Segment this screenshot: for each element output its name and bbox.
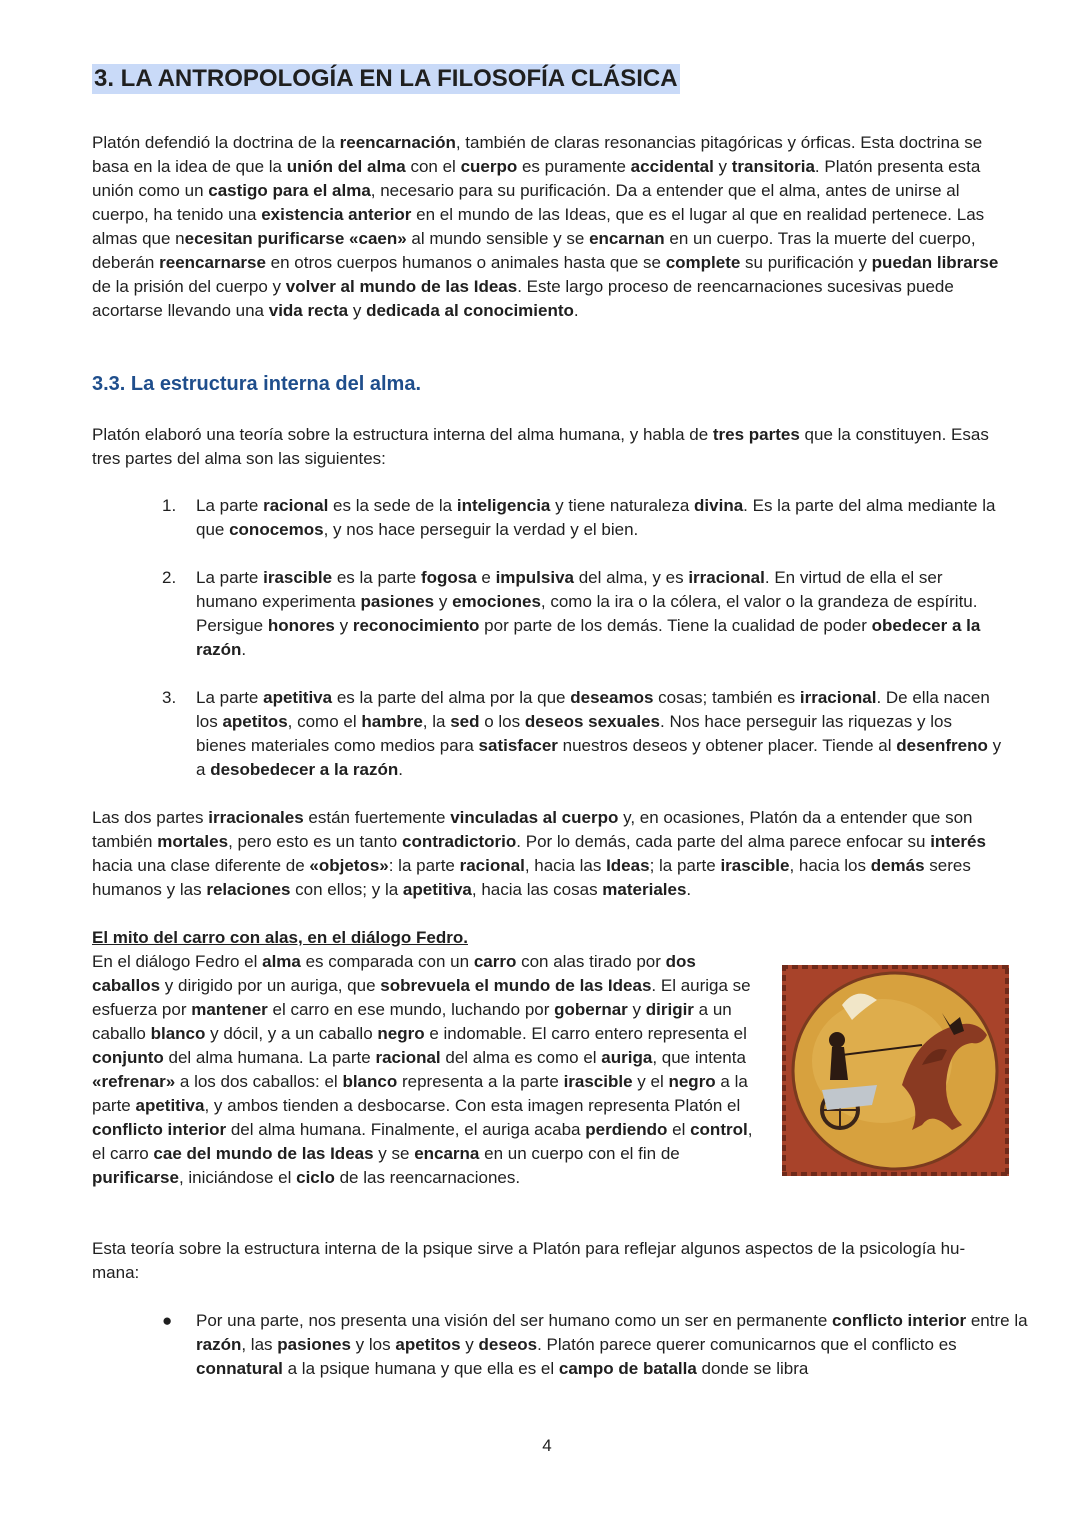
list-item-text: La parte irascible es la parte fogosa e impulsiva del alma, y es irracional. En virtud de ella el ser humano experimenta pasiones y emociones, como la ira o la cólera, el valor o la grandeza de espíritu. Persigue honores y reconocimiento por parte de los demás. Tiene la cualidad de poder obedecer a la razón. (196, 568, 981, 659)
myth-title: El mito del carro con alas, en el diálogo Fedro. (92, 928, 468, 947)
list-item (162, 566, 1002, 662)
paragraph-line: mana: (92, 1263, 140, 1282)
paragraph-soul-parts-intro: Platón elaboró una teoría sobre la estructura interna del alma humana, y habla de tres partes que la constituyen. Esas tres partes del alma son las siguientes: (92, 425, 989, 468)
list-number: 3. (162, 688, 177, 707)
paragraph-line: Esta teoría sobre la estructura interna de la psique sirve a Platón para reflejar algunos aspectos de la psicología hu- (92, 1239, 966, 1258)
chariot-vase-image (782, 965, 1009, 1176)
subsection-heading: 3.3. La estructura interna del alma. (92, 373, 422, 395)
list-item (162, 494, 1002, 542)
paragraph-psychology (92, 1237, 1002, 1285)
list-number: 2. (162, 568, 177, 587)
bullet-item (162, 1309, 1036, 1381)
myth-paragraph: En el diálogo Fedro el alma es comparada con un carro con alas tirado por dos caballos y dirigido por un auriga, que sobrevuela el mundo de las Ideas. El auriga se esfuerza por mantener el carro en ese mundo, luchando por gobernar y dirigir a un caballo blanco y dócil, y a un caballo negro e indomable. El carro entero representa el conjunto del alma humana. La parte racional del alma es como el auriga, que intenta «refrenar» a los dos caballos: el blanco representa a la parte irascible y el negro a la parte apetitiva, y ambos tienden a desbocarse. Con esta imagen representa Platón el conflicto interior del alma humana. Finalmente, el auriga acaba perdiendo el control, el carro cae del mundo de las Ideas y se encarna en un cuerpo con el fin de purificarse, iniciándose el ciclo de las reencarnaciones. (92, 952, 753, 1187)
list-item-text: La parte racional es la sede de la inteligencia y tiene naturaleza divina. Es la parte del alma mediante la que conocemos, y nos hace perseguir la verdad y el bien. (196, 496, 996, 539)
paragraph-reincarnation: Platón defendió la doctrina de la reencarnación, también de claras resonancias pitagóricas y órficas. Esta doctrina se basa en la idea de que la unión del alma con el cuerpo es puramente accidental y transitoria. Platón presenta esta unión como un castigo para el alma, necesario para su purificación. Da a entender que el alma, antes de unirse al cuerpo, ha tenido una existencia anterior en el mundo de las Ideas, que es el lugar al que en realidad pertenece. Las almas que necesitan purificarse «caen» al mundo sensible y se encarnan en un cuerpo. Tras la muerte del cuerpo, deberán reencarnarse en otros cuerpos humanos o animales hasta que se complete su purificación y puedan librarse de la prisión del cuerpo y volver al mundo de las Ideas. Este largo proceso de reencarnaciones sucesivas puede acortarse llevando una vida recta y dedicada al conocimiento. (92, 133, 999, 320)
myth-section (92, 926, 762, 1190)
bullet-icon: ● (162, 1311, 173, 1330)
list-number: 1. (162, 496, 177, 515)
bullet-text: Por una parte, nos presenta una visión del ser humano como un ser en permanente conflicto interior entre la razón, las pasiones y los apetitos y deseos. Platón parece querer comunicarnos que el conflicto es connatural a la psique humana y que ella es el campo de batalla donde se libra (196, 1311, 1028, 1378)
section-heading: 3. LA ANTROPOLOGÍA EN LA FILOSOFÍA CLÁSICA (94, 65, 678, 92)
page-number: 4 (542, 1436, 552, 1455)
list-item-text: La parte apetitiva es la parte del alma por la que deseamos cosas; también es irracional. De ella nacen los apetitos, como el hambre, la sed o los deseos sexuales. Nos hace perseguir las riquezas y los bienes materiales como medios para satisfacer nuestros deseos y obtener placer. Tiende al desenfreno y a desobedecer a la razón. (196, 688, 1002, 779)
list-item (162, 686, 1002, 782)
paragraph-irrational-parts: Las dos partes irracionales están fuertemente vinculadas al cuerpo y, en ocasiones, Platón da a entender que son también mortales, pero esto es un tanto contradictorio. Por lo demás, cada parte del alma parece enfocar su interés hacia una clase diferente de «objetos»: la parte racional, hacia las Ideas; la parte irascible, hacia los demás seres humanos y las relaciones con ellos; y la apetitiva, hacia las cosas materiales. (92, 808, 986, 899)
